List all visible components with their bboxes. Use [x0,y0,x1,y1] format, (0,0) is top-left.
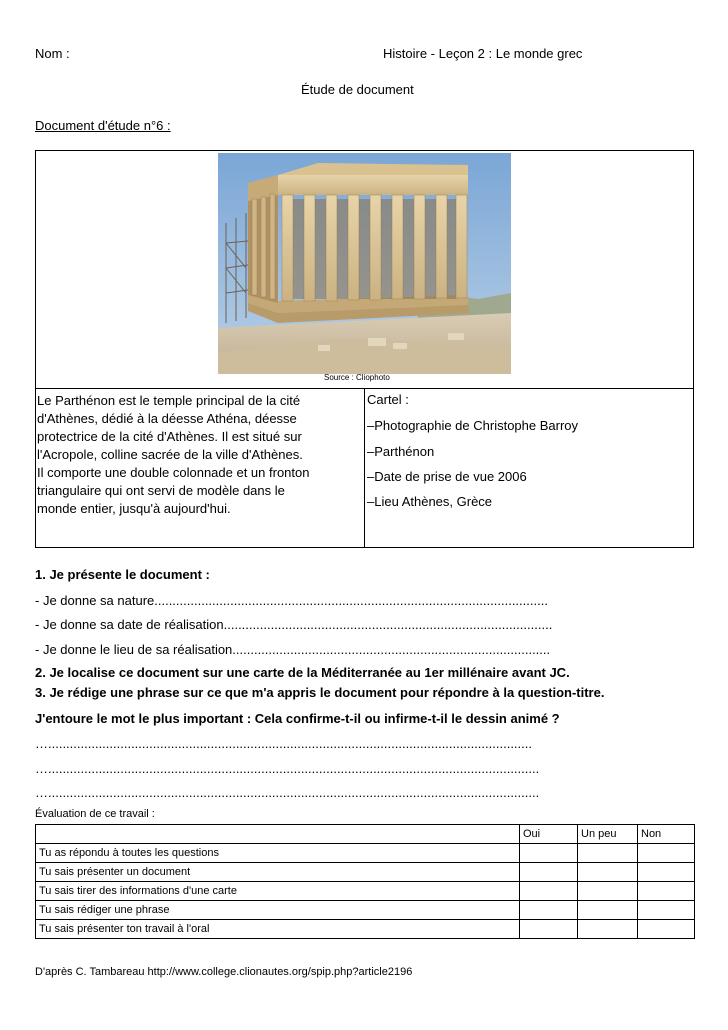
footer-credit: D'après C. Tambareau http://www.college.clionautes.org/spip.php?article2196 [35,966,413,978]
criterion-label: Tu as répondu à toutes les questions [36,844,520,863]
answer-cell[interactable] [520,920,578,939]
column-header-oui: Oui [520,825,578,844]
answer-cell[interactable] [638,901,695,920]
table-row [36,882,695,901]
answer-cell[interactable] [578,882,638,901]
page-subtitle: Étude de document [301,82,414,97]
answer-cell[interactable] [638,844,695,863]
answer-line: …........................................................................................................................................ [35,785,540,800]
table-row [36,901,695,920]
description-line: triangulaire qui ont servi de modèle dans le [37,483,285,498]
document-title: Document d'étude n°6 : [35,118,171,133]
criterion-label: Tu sais présenter ton travail à l'oral [36,920,520,939]
cartel-item: –Date de prise de vue 2006 [367,469,527,484]
question-1-line-nature: - Je donne sa nature............................................................................................................. [35,593,548,608]
cartel-item: –Parthénon [367,444,435,459]
answer-cell[interactable] [520,901,578,920]
criterion-label: Tu sais tirer des informations d'une carte [36,882,520,901]
name-label: Nom : [35,46,70,61]
question-3: 3. Je rédige une phrase sur ce que m'a appris le document pour répondre à la question-titre. [35,685,605,700]
table-row [36,863,695,882]
answer-cell[interactable] [638,863,695,882]
answer-cell[interactable] [578,901,638,920]
cartel-title: Cartel : [367,392,409,407]
description-line: protectrice de la cité d'Athènes. Il est situé sur [37,429,302,444]
answer-cell[interactable] [520,863,578,882]
description-line: d'Athènes, dédié à la déesse Athéna, déesse [37,411,297,426]
question-2: 2. Je localise ce document sur une carte de la Méditerranée au 1er millénaire avant JC. [35,665,570,680]
criterion-label: Tu sais rédiger une phrase [36,901,520,920]
answer-cell[interactable] [578,863,638,882]
answer-cell[interactable] [520,882,578,901]
description-line: Le Parthénon est le temple principal de la cité [37,393,301,408]
question-1-line-place: - Je donne le lieu de sa réalisation........................................................................................ [35,642,551,657]
evaluation-title: Évaluation de ce travail : [35,808,155,820]
parthenon-photo [218,153,511,374]
photo-source: Source : Cliophoto [324,373,390,382]
question-4: J'entoure le mot le plus important : Cela confirme-t-il ou infirme-t-il le dessin animé ? [35,711,560,726]
question-1-line-date: - Je donne sa date de réalisation........................................................................................... [35,617,553,632]
answer-line: …...................................................................................................................................... [35,736,532,751]
table-row [36,825,695,844]
description-line: monde entier, jusqu'à aujourd'hui. [37,501,231,516]
document-description [37,392,357,518]
question-1-title: 1. Je présente le document : [35,567,210,582]
frame-divider-vertical [364,388,365,547]
lesson-title: Histoire - Leçon 2 : Le monde grec [383,46,583,61]
answer-cell[interactable] [638,920,695,939]
table-cell [36,825,520,844]
cartel-item: –Lieu Athènes, Grèce [367,494,493,509]
table-row [36,844,695,863]
answer-line: …........................................................................................................................................ [35,761,540,776]
answer-cell[interactable] [578,844,638,863]
cartel-item: –Photographie de Christophe Barroy [367,418,579,433]
description-line: l'Acropole, colline sacrée de la ville d'Athènes. [37,447,303,462]
column-header-non: Non [638,825,695,844]
column-header-un-peu: Un peu [578,825,638,844]
answer-cell[interactable] [520,844,578,863]
answer-cell[interactable] [638,882,695,901]
evaluation-table [35,824,695,939]
criterion-label: Tu sais présenter un document [36,863,520,882]
description-line: Il comporte une double colonnade et un fronton [37,465,310,480]
table-row [36,920,695,939]
answer-cell[interactable] [578,920,638,939]
